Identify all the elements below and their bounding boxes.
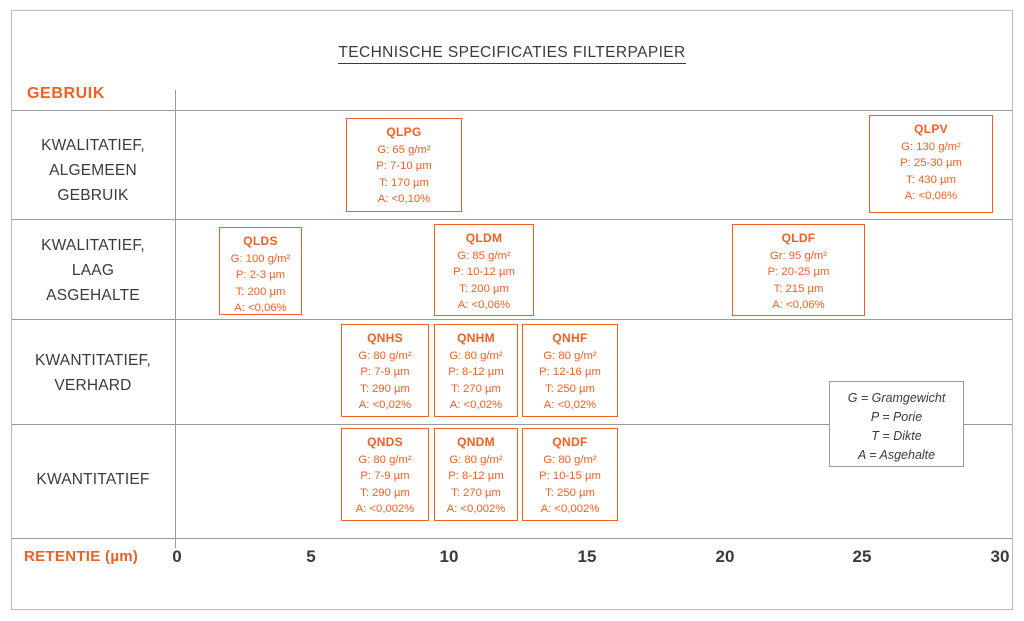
y-axis-line xyxy=(175,90,176,548)
product-box-qnds[interactable] xyxy=(341,428,429,521)
product-spec-p: P: 12-16 µm xyxy=(539,366,601,378)
product-spec-a: A: <0,02% xyxy=(543,399,597,411)
product-code: QNDS xyxy=(367,435,403,449)
product-spec-p: P: 25-30 µm xyxy=(900,157,962,169)
product-spec-a: A: <0,02% xyxy=(358,399,412,411)
product-code: QNHM xyxy=(457,331,495,345)
product-spec-a: A: <0,02% xyxy=(449,399,503,411)
product-spec-t: T: 250 µm xyxy=(545,486,595,499)
product-spec-p: P: 20-25 µm xyxy=(767,266,830,278)
product-box-qldf[interactable] xyxy=(732,224,865,316)
product-spec-g: G: 80 g/m² xyxy=(543,453,597,466)
product-spec-a: A: <0,06% xyxy=(772,299,825,311)
product-spec-g: G: 80 g/m² xyxy=(543,349,597,362)
product-box-qnhm[interactable] xyxy=(434,324,518,417)
product-code: QLPG xyxy=(386,125,422,139)
product-spec-g: G: 80 g/m² xyxy=(358,453,412,466)
product-code: QNDF xyxy=(552,435,588,449)
product-spec-p: P: 10-15 µm xyxy=(539,470,601,482)
product-box-qnhf[interactable] xyxy=(522,324,618,417)
x-tick-15: 15 xyxy=(577,547,597,566)
grid-line-row2 xyxy=(12,319,1012,320)
product-spec-t: T: 290 µm xyxy=(360,382,410,395)
row-label-kwalitatief-algemeen: KWALITATIEF, ALGEMEEN GEBRUIK xyxy=(41,137,145,204)
product-code: QNHS xyxy=(367,331,403,345)
product-spec-t: T: 200 µm xyxy=(235,285,286,298)
product-spec-t: T: 270 µm xyxy=(451,486,501,499)
legend xyxy=(829,381,964,467)
x-tick-30: 30 xyxy=(990,547,1010,566)
x-tick-20: 20 xyxy=(715,547,735,566)
product-spec-t: T: 250 µm xyxy=(545,382,595,395)
legend-item-g: G = Gramgewicht xyxy=(847,391,946,405)
grid-line-top xyxy=(12,110,1012,111)
product-spec-p: P: 7-9 µm xyxy=(360,366,410,378)
product-code: QNDM xyxy=(457,435,495,449)
product-spec-p: P: 2-3 µm xyxy=(235,269,286,281)
product-code: QNHF xyxy=(552,331,588,345)
product-box-qnhs[interactable] xyxy=(341,324,429,417)
product-spec-p: P: 8-12 µm xyxy=(448,366,504,378)
product-spec-g: G: 80 g/m² xyxy=(358,349,412,362)
product-box-qndm[interactable] xyxy=(434,428,518,521)
product-box-qlds[interactable] xyxy=(219,227,302,315)
product-spec-t: T: 430 µm xyxy=(906,173,956,186)
y-axis-label: GEBRUIK xyxy=(27,85,105,102)
product-spec-t: T: 270 µm xyxy=(451,382,501,395)
page-title-text: TECHNISCHE SPECIFICATIES FILTERPAPIER xyxy=(338,44,685,64)
product-spec-t: T: 170 µm xyxy=(379,176,429,189)
grid-line-row1 xyxy=(12,219,1012,220)
product-spec-a: A: <0,002% xyxy=(446,503,506,515)
product-box-qlpg[interactable] xyxy=(346,118,462,212)
x-tick-5: 5 xyxy=(306,547,316,566)
product-spec-g: Gr: 95 g/m² xyxy=(769,249,828,262)
product-code: QLPV xyxy=(914,122,948,136)
product-spec-g: G: 130 g/m² xyxy=(901,140,961,153)
row-label-kwantitatief-verhard: KWANTITATIEF, VERHARD xyxy=(35,352,151,394)
x-axis-label: RETENTIE (µm) xyxy=(24,548,139,565)
row-label-kwalitatief-laag-asgehalte: KWALITATIEF, LAAG ASGEHALTE xyxy=(41,237,145,304)
product-spec-p: P: 7-10 µm xyxy=(376,160,432,172)
product-spec-t: T: 215 µm xyxy=(773,282,824,295)
product-spec-t: T: 290 µm xyxy=(360,486,410,499)
product-spec-g: G: 100 g/m² xyxy=(230,252,291,265)
product-spec-g: G: 85 g/m² xyxy=(457,249,511,262)
product-spec-g: G: 80 g/m² xyxy=(449,453,503,466)
product-spec-a: A: <0,06% xyxy=(234,302,287,314)
product-spec-a: A: <0,002% xyxy=(540,503,600,515)
x-tick-0: 0 xyxy=(172,547,182,566)
legend-item-a: A = Asgehalte xyxy=(857,448,936,462)
product-spec-p: P: 8-12 µm xyxy=(448,470,504,482)
product-spec-p: P: 7-9 µm xyxy=(360,470,410,482)
product-spec-a: A: <0,10% xyxy=(377,193,431,205)
legend-item-t: T = Dikte xyxy=(871,429,922,443)
product-box-qlpv[interactable] xyxy=(869,115,993,213)
grid-line-axis xyxy=(12,538,1012,539)
product-box-qldm[interactable] xyxy=(434,224,534,316)
product-spec-g: G: 80 g/m² xyxy=(449,349,503,362)
page-title xyxy=(0,44,1024,62)
product-spec-a: A: <0,06% xyxy=(457,299,511,311)
product-spec-a: A: <0,06% xyxy=(904,190,958,202)
product-code: QLDF xyxy=(781,231,816,245)
row-label-kwantitatief: KWANTITATIEF xyxy=(36,471,150,488)
product-spec-g: G: 65 g/m² xyxy=(377,143,431,156)
product-spec-a: A: <0,002% xyxy=(355,503,415,515)
product-code: QLDM xyxy=(465,231,503,245)
product-spec-p: P: 10-12 µm xyxy=(453,266,515,278)
product-box-qndf[interactable] xyxy=(522,428,618,521)
product-code: QLDS xyxy=(243,234,278,248)
product-spec-t: T: 200 µm xyxy=(459,282,509,295)
x-tick-10: 10 xyxy=(439,547,459,566)
x-tick-25: 25 xyxy=(852,547,872,566)
legend-item-p: P = Porie xyxy=(870,410,923,424)
